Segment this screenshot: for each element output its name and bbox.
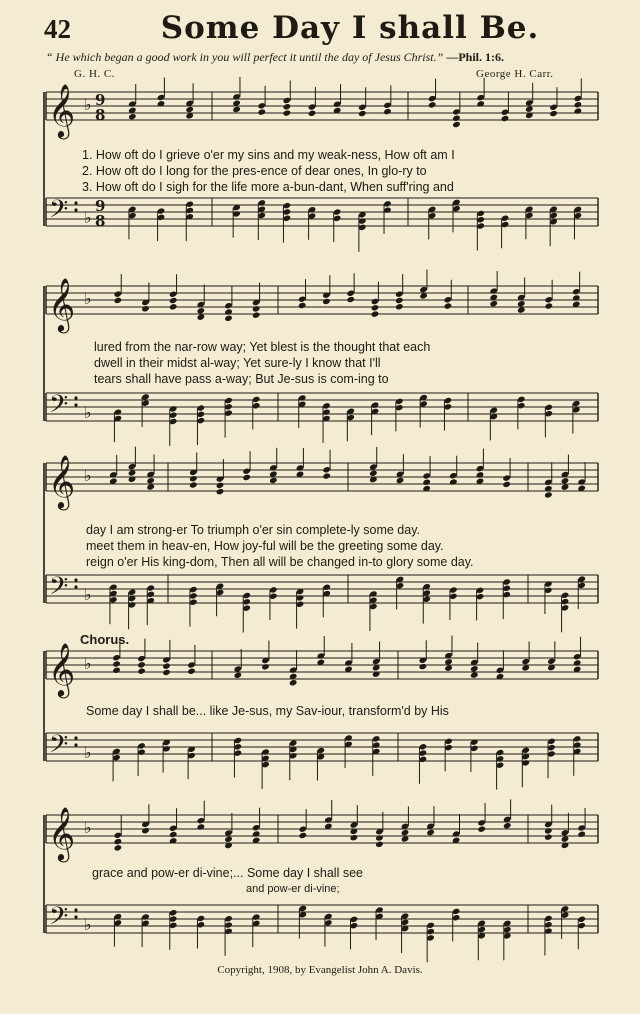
clef-dot: [74, 743, 77, 746]
lyric-s3-v2: meet them in heav-en, How joy-ful will be the greeting some day.: [86, 539, 444, 553]
bass-clef: 𝄢: [49, 195, 69, 230]
time-sig-top: 9: [95, 91, 106, 109]
treble-clef: 𝄞: [48, 642, 76, 696]
note-head: [501, 115, 510, 122]
note-head: [577, 831, 586, 838]
treble-clef: 𝄞: [48, 806, 76, 860]
note-head: [322, 472, 331, 479]
note-head: [298, 302, 307, 309]
composer-credit: George H. Carr.: [476, 68, 554, 80]
note-head: [299, 832, 308, 839]
flat-sign: ♭: [84, 818, 92, 837]
flat-sign: ♭: [84, 585, 92, 604]
treble-clef: 𝄞: [48, 454, 76, 508]
note-head: [114, 838, 123, 845]
note-head: [261, 663, 270, 670]
note-head: [525, 105, 534, 112]
note-head: [224, 308, 233, 315]
note-head: [232, 106, 241, 113]
note-head: [283, 103, 292, 110]
note-head: [112, 667, 121, 674]
treble-clef: 𝄞: [48, 277, 76, 331]
clef-dot: [74, 578, 77, 581]
note-head: [401, 829, 410, 836]
scripture-reference: —Phil. 1:6.: [446, 50, 504, 64]
note-head: [252, 830, 261, 837]
note-head: [197, 307, 206, 314]
note-head: [216, 488, 225, 495]
note-head: [197, 823, 206, 830]
note-head: [371, 310, 380, 317]
note-head: [572, 294, 581, 301]
note-head: [502, 481, 511, 488]
note-head: [371, 304, 380, 311]
note-head: [452, 115, 461, 122]
note-head: [358, 110, 367, 117]
note-head: [426, 829, 435, 836]
note-head: [224, 836, 233, 843]
note-head: [224, 315, 233, 322]
clef-dot: [74, 208, 77, 211]
bass-clef: 𝄢: [49, 730, 69, 765]
note-head: [544, 302, 553, 309]
note-head: [141, 305, 150, 312]
clef-dot: [74, 915, 77, 918]
note-head: [444, 664, 453, 671]
time-sig-bottom: 8: [95, 106, 106, 124]
note-head: [350, 834, 359, 841]
note-head: [257, 108, 266, 115]
note-head: [395, 303, 404, 310]
note-head: [544, 491, 553, 498]
note-head: [114, 297, 123, 304]
note-head: [146, 477, 155, 484]
note-head: [169, 831, 178, 838]
note-head: [477, 825, 486, 832]
note-head: [162, 662, 171, 669]
note-head: [189, 481, 198, 488]
time-sig-top: 9: [95, 197, 106, 215]
note-head: [169, 297, 178, 304]
note-head: [449, 478, 458, 485]
note-head: [544, 833, 553, 840]
clef-dot: [74, 396, 77, 399]
note-head: [396, 477, 405, 484]
flat-sign: ♭: [84, 915, 92, 934]
time-sig-bottom: 8: [95, 212, 106, 230]
note-head: [252, 312, 261, 319]
lyric-s3-v3: reign o'er His king-dom, Then all will be changed in-to glory some day.: [86, 555, 474, 569]
note-head: [169, 303, 178, 310]
lyric-s1-v3: 3. How oft do I sigh for the life more a-bun-dant, When suff'ring and: [82, 180, 454, 194]
note-head: [517, 300, 526, 307]
note-head: [197, 313, 206, 320]
note-head: [444, 302, 453, 309]
note-head: [185, 106, 194, 113]
note-head: [574, 107, 583, 114]
note-head: [561, 477, 570, 484]
note-head: [428, 101, 437, 108]
note-head: [137, 668, 146, 675]
clef-dot: [74, 201, 77, 204]
hymn-title: Some Day I shall Be.: [160, 10, 540, 46]
note-head: [234, 672, 243, 679]
note-head: [308, 110, 317, 117]
treble-clef: 𝄞: [48, 83, 76, 137]
bass-clef: 𝄢: [49, 902, 69, 937]
note-head: [269, 477, 278, 484]
lyric-s3-v1: day I am strong-er To triumph o'er sin complete-ly some day.: [86, 523, 421, 537]
bass-clef: 𝄢: [49, 572, 69, 607]
note-head: [573, 659, 582, 666]
note-head: [444, 658, 453, 665]
note-head: [112, 660, 121, 667]
note-head: [395, 297, 404, 304]
flat-sign: ♭: [84, 466, 92, 485]
note-head: [489, 300, 498, 307]
note-head: [128, 113, 137, 120]
lyric-chorus-1: Some day I shall be... like Je-sus, my Sav-iour, transform'd by His: [86, 704, 449, 718]
lyric-s1-v1: 1. How oft do I grieve o'er my sins and my weak-ness, How oft am I: [82, 148, 455, 162]
note-head: [544, 827, 553, 834]
note-head: [470, 665, 479, 672]
clef-dot: [74, 403, 77, 406]
note-head: [503, 822, 512, 829]
note-head: [289, 679, 298, 686]
lyric-s5-main: grace and pow-er di-vine;... Some day I shall see: [92, 866, 363, 880]
clef-dot: [74, 908, 77, 911]
note-head: [162, 669, 171, 676]
note-head: [322, 298, 331, 305]
lyric-s1-v2: 2. How oft do I long for the pres-ence of dear ones, In glo-ry to: [82, 164, 427, 178]
lyric-s5-echo: and pow-er di-vine;: [246, 883, 340, 895]
author-credit: G. H. C.: [74, 68, 115, 80]
note-head: [137, 661, 146, 668]
note-head: [252, 305, 261, 312]
note-head: [422, 479, 431, 486]
note-head: [549, 110, 558, 117]
flat-sign: ♭: [84, 208, 92, 227]
lyric-s2-v2: dwell in their midst al-way; Yet sure-ly I know that I'll: [94, 356, 381, 370]
note-head: [216, 482, 225, 489]
note-head: [283, 109, 292, 116]
flat-sign: ♭: [84, 95, 92, 114]
clef-dot: [74, 585, 77, 588]
note-head: [369, 470, 378, 477]
note-head: [242, 474, 251, 481]
note-head: [574, 101, 583, 108]
note-head: [419, 663, 428, 670]
copyright-line: Copyright, 1908, by Evangelist John A. Davis.: [217, 964, 423, 976]
flat-sign: ♭: [84, 403, 92, 422]
note-head: [187, 668, 196, 675]
note-head: [346, 296, 355, 303]
note-head: [470, 671, 479, 678]
note-head: [189, 475, 198, 482]
note-head: [383, 108, 392, 115]
hymn-number: 42: [44, 14, 71, 44]
lyric-s2-v3: tears shall have pass a-way; But Je-sus is com-ing to: [94, 372, 389, 386]
flat-sign: ♭: [84, 289, 92, 308]
lyric-s2-v1: lured from the nar-row way; Yet blest is the thought that each: [94, 340, 431, 354]
note-head: [452, 121, 461, 128]
note-head: [114, 844, 123, 851]
note-head: [375, 841, 384, 848]
note-head: [141, 827, 150, 834]
chorus-label: Chorus.: [80, 632, 130, 647]
note-head: [561, 483, 570, 490]
note-head: [517, 306, 526, 313]
clef-dot: [74, 736, 77, 739]
bass-clef: 𝄢: [49, 390, 69, 425]
note-head: [375, 834, 384, 841]
flat-sign: ♭: [84, 654, 92, 673]
scripture-text: “ He which began a good work in you will perfect it until the day of Jesus Christ.”: [46, 50, 444, 64]
flat-sign: ♭: [84, 743, 92, 762]
